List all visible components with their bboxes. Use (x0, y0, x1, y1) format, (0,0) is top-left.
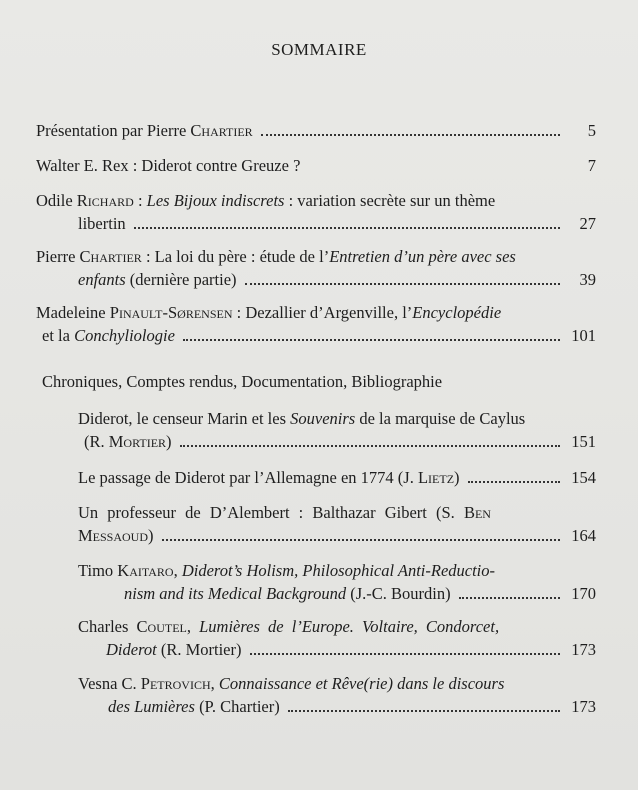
page-number: 164 (571, 526, 596, 545)
toc-subentry: Un professeur de D’Alembert : Balthazar Gibert (S. Ben Messaoud) 164 (78, 503, 596, 545)
page-number: 39 (579, 270, 596, 289)
toc-entry: Pierre Chartier : La loi du père : étude de l’Entretien d’un père avec ses enfants (dernière partie) 39 (36, 247, 596, 289)
entry-text: Walter E. Rex : Diderot contre Greuze ? (36, 156, 301, 175)
toc-entry: Madeleine Pinault-Sørensen : Dezallier d’Argenville, l’Encyclopédie et la Conchyliologie 101 (36, 303, 596, 345)
toc-subentry: Charles Coutel, Lumières de l’Europe. Voltaire, Condorcet, Diderot (R. Mortier) 173 (78, 617, 596, 659)
toc-entry (36, 119, 596, 142)
leader-dots (134, 226, 560, 229)
toc-subentry: Timo Kaitaro, Diderot’s Holism, Philosophical Anti-Reductio- nism and its Medical Background (J.-C. Bourdin) 170 (78, 561, 596, 603)
leader-dots (288, 709, 560, 712)
leader-dots (180, 444, 560, 447)
page-number: 173 (571, 697, 596, 716)
entry-text: Odile Richard : Les Bijoux indiscrets : variation secrète sur un thème (36, 191, 496, 210)
entry-text: Madeleine Pinault-Sørensen : Dezallier d’Argenville, l’Encyclopédie (36, 303, 502, 322)
entry-text: Pierre Chartier : La loi du père : étude de l’Entretien d’un père avec ses (36, 247, 516, 266)
toc-entry: Odile Richard : Les Bijoux indiscrets : variation secrète sur un thème libertin 27 (36, 191, 596, 233)
section-heading: Chroniques, Comptes rendus, Documentation, Bibliographie (42, 372, 443, 391)
toc-subentry: Le passage de Diderot par l’Allemagne en 1774 (J. Lietz) 154 (78, 468, 596, 487)
toc-subentry: Diderot, le censeur Marin et les Souvenirs de la marquise de Caylus (R. Mortier) 151 (78, 409, 596, 451)
page-number: 101 (571, 326, 596, 345)
page-number: 173 (571, 640, 596, 659)
toc-entry (36, 154, 596, 177)
page-number: 7 (587, 156, 596, 175)
page-number: 27 (579, 214, 596, 233)
entry-text: Présentation par Pierre Chartier (36, 121, 253, 140)
toc-subentry: Vesna C. Petrovich, Connaissance et Rêve(rie) dans le discours des Lumières (P. Chartier) 173 (78, 674, 596, 716)
leader-dots (183, 338, 560, 341)
page-number: 151 (571, 432, 596, 451)
leader-dots (459, 596, 560, 599)
leader-dots (245, 282, 560, 285)
leader-dots (162, 538, 560, 541)
page-number: 154 (571, 468, 596, 487)
page-number: 5 (587, 121, 596, 140)
page-title: SOMMAIRE (271, 40, 367, 59)
leader-dots (250, 652, 561, 655)
page-number: 170 (571, 584, 596, 603)
leader-dots (261, 133, 560, 136)
leader-dots (468, 480, 560, 483)
